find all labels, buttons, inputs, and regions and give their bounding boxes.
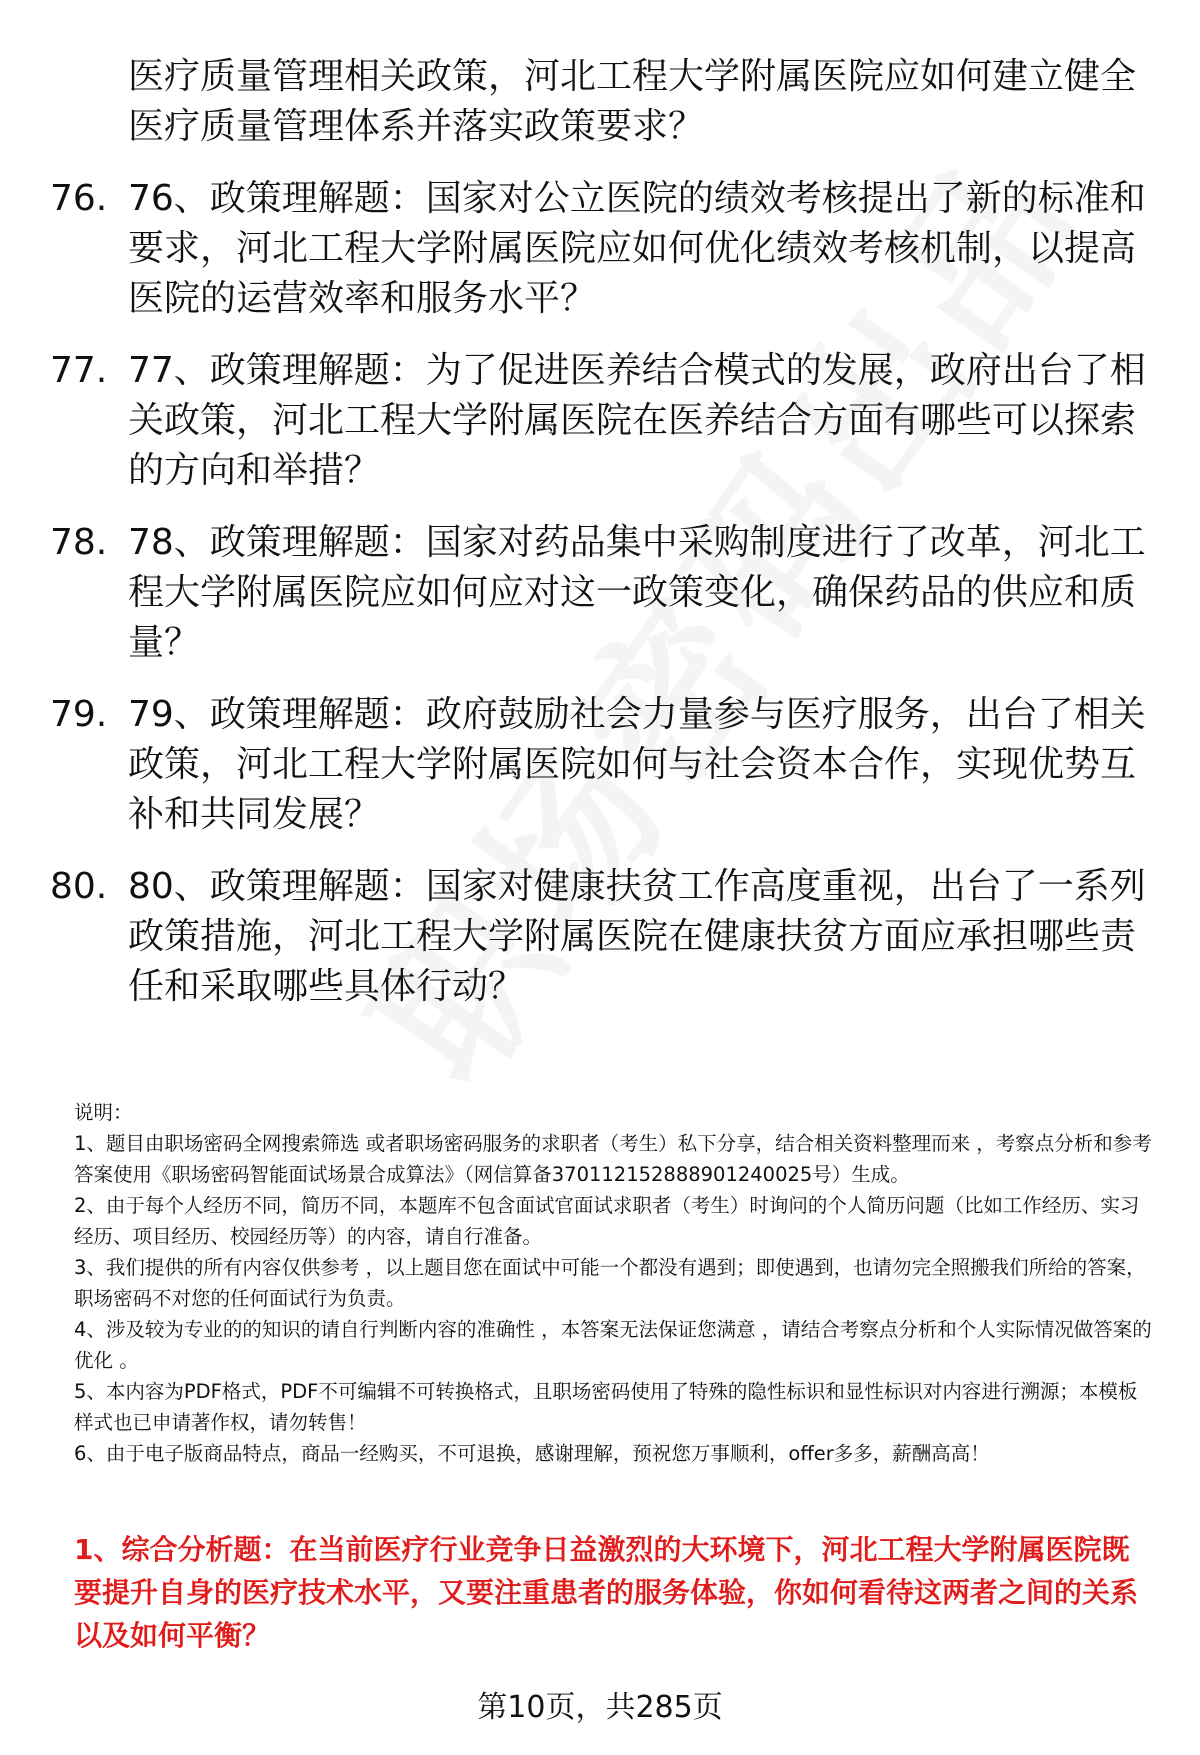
question-number: 79.: [50, 694, 108, 735]
notes-title: 说明：: [74, 1101, 133, 1124]
question-text: 77、政策理解题：为了促进医养结合模式的发展，政府出台了相关政策，河北工程大学附属医院在医养结合方面有哪些可以探索的方向和举措？: [128, 350, 1146, 491]
notes-section: [74, 1097, 1154, 1469]
highlight-question: 1、综合分析题：在当前医疗行业竞争日益激烈的大环境下，河北工程大学附属医院既要提升自身的医疗技术水平，又要注重患者的服务体验，你如何看待这两者之间的关系以及如何平衡？: [74, 1533, 1139, 1652]
question-text: 80、政策理解题：国家对健康扶贫工作高度重视，出台了一系列政策措施，河北工程大学附属医院在健康扶贫方面应承担哪些责任和采取哪些具体行动？: [128, 866, 1146, 1007]
question-number: 77.: [50, 350, 108, 391]
question-list: [50, 52, 1160, 1012]
question-number: [50, 52, 128, 152]
question-text: 医疗质量管理相关政策，河北工程大学附属医院应如何建立健全医疗质量管理体系并落实政策要求？: [128, 56, 1137, 147]
question-number: 76.: [50, 178, 108, 219]
question-item: [50, 690, 1160, 840]
question-text: 78、政策理解题：国家对药品集中采购制度进行了改革，河北工程大学附属医院应如何应对这一政策变化，确保药品的供应和质量？: [128, 522, 1146, 663]
note-item: 6、由于电子版商品特点，商品一经购买，不可退换，感谢理解，预祝您万事顺利，offer多多，薪酬高高！: [74, 1442, 990, 1465]
question-item: [50, 346, 1160, 496]
note-item: 1、题目由职场密码全网搜索筛选 或者职场密码服务的求职者（考生）私下分享，结合相关资料整理而来 ，考察点分析和参考答案使用《职场密码智能面试场景合成算法》（网信算备370112152888901240025号）生成。: [74, 1132, 1152, 1186]
question-text: 79、政策理解题：政府鼓励社会力量参与医疗服务，出台了相关政策，河北工程大学附属医院如何与社会资本合作，实现优势互补和共同发展？: [128, 694, 1146, 835]
question-item: [50, 52, 1160, 152]
page-footer: 第10页，共285页: [477, 1690, 723, 1725]
question-number: 80.: [50, 866, 108, 907]
note-item: 4、涉及较为专业的的知识的请自行判断内容的准确性 ，本答案无法保证您满意 ，请结合考察点分析和个人实际情况做答案的优化 。: [74, 1318, 1152, 1372]
question-text: 76、政策理解题：国家对公立医院的绩效考核提出了新的标准和要求，河北工程大学附属医院应如何优化绩效考核机制，以提高医院的运营效率和服务水平？: [128, 178, 1146, 319]
note-item: 2、由于每个人经历不同，简历不同，本题库不包含面试官面试求职者（考生）时询问的个人简历问题（比如工作经历、实习经历、项目经历、校园经历等）的内容，请自行准备。: [74, 1194, 1140, 1248]
question-number: 78.: [50, 522, 108, 563]
question-item: [50, 862, 1160, 1012]
note-item: 3、我们提供的所有内容仅供参考 ，以上题目您在面试中可能一个都没有遇到；即使遇到，也请勿完全照搬我们所给的答案，职场密码不对您的任何面试行为负责。: [74, 1256, 1146, 1310]
note-item: 5、本内容为PDF格式，PDF不可编辑不可转换格式，且职场密码使用了特殊的隐性标识和显性标识对内容进行溯源；本模板样式也已申请著作权，请勿转售！: [74, 1380, 1138, 1434]
question-item: [50, 518, 1160, 668]
question-item: [50, 174, 1160, 324]
